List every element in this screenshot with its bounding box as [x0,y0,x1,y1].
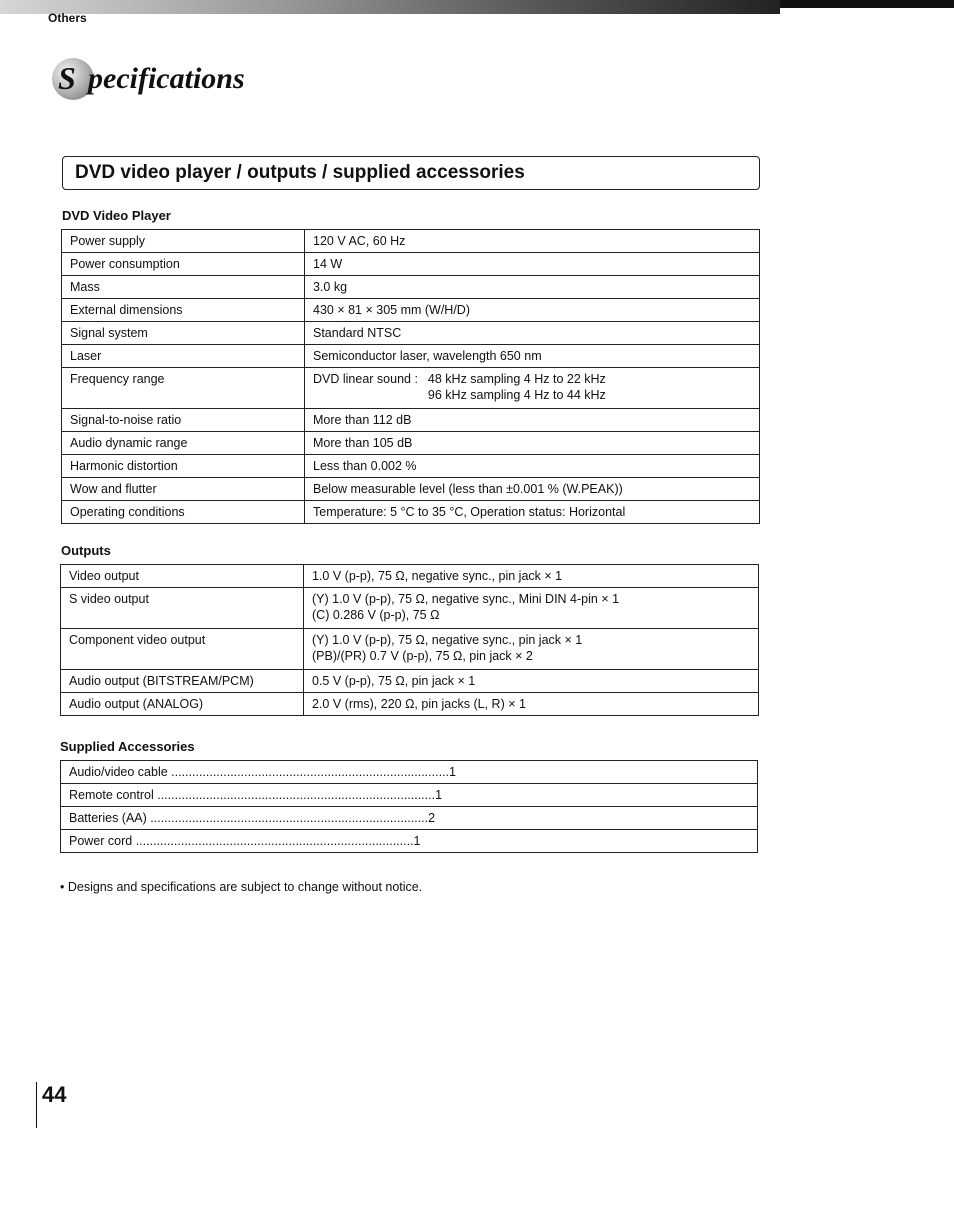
frequency-line-2: 96 kHz sampling 4 Hz to 44 kHz [427,388,606,402]
spec-value [305,368,760,409]
outputs-heading: Outputs [61,543,111,558]
table-row [62,478,760,501]
table-row [62,455,760,478]
dot-leader: ................................................................................ [153,788,436,802]
spec-label: Mass [62,276,305,299]
spec-value: 2.0 V (rms), 220 Ω, pin jacks (L, R) × 1 [304,693,759,716]
spec-value: Semiconductor laser, wavelength 650 nm [305,345,760,368]
spec-label: Power supply [62,230,305,253]
table-row [61,588,759,629]
table-row [62,322,760,345]
accessory-name: Batteries (AA) [69,811,147,825]
table-row [62,368,760,409]
spec-value: Less than 0.002 % [305,455,760,478]
accessory-qty: 1 [449,765,456,779]
accessories-table [60,760,758,853]
spec-label: S video output [61,588,304,629]
spec-label: Audio dynamic range [62,432,305,455]
component-line-1: (Y) 1.0 V (p-p), 75 Ω, negative sync., pin jack × 1 [312,633,583,647]
spec-label: Power consumption [62,253,305,276]
spec-label: Operating conditions [62,501,305,524]
spec-label: Laser [62,345,305,368]
accessory-name: Audio/video cable [69,765,168,779]
header-bar-end [780,0,954,8]
spec-value: 14 W [305,253,760,276]
spec-value: More than 105 dB [305,432,760,455]
dvd-player-table [61,229,760,524]
spec-value: 1.0 V (p-p), 75 Ω, negative sync., pin jack × 1 [304,565,759,588]
list-item [61,761,758,784]
table-row [62,253,760,276]
frequency-prefix: DVD linear sound : [313,372,418,386]
spec-label: Signal-to-noise ratio [62,409,305,432]
table-row [62,276,760,299]
accessory-qty: 1 [413,834,421,848]
spec-value: Below measurable level (less than ±0.001 % (W.PEAK)) [305,478,760,501]
table-row [61,761,758,784]
spec-label: Audio output (BITSTREAM/PCM) [61,670,304,693]
accessory-qty: 2 [428,811,436,825]
s-video-line-2: (C) 0.286 V (p-p), 75 Ω [312,608,440,622]
table-row [61,784,758,807]
spec-value: Standard NTSC [305,322,760,345]
accessory-name: Remote control [69,788,154,802]
list-item [61,807,758,830]
section-heading: DVD video player / outputs / supplied accessories [75,162,525,183]
spec-label: Signal system [62,322,305,345]
table-row [62,409,760,432]
spec-value [304,629,759,670]
spec-label: Audio output (ANALOG) [61,693,304,716]
spec-value: 430 × 81 × 305 mm (W/H/D) [305,299,760,322]
spec-label: Component video output [61,629,304,670]
spec-label: Frequency range [62,368,305,409]
frequency-line-1: 48 kHz sampling 4 Hz to 22 kHz [427,372,606,386]
component-line-2: (PB)/(PR) 0.7 V (p-p), 75 Ω, pin jack × 2 [312,649,533,663]
accessories-heading: Supplied Accessories [60,739,195,754]
list-item [61,830,758,853]
section-tag: Others [48,11,87,25]
section-heading-box [62,156,760,190]
spec-label: Wow and flutter [62,478,305,501]
spec-value: More than 112 dB [305,409,760,432]
table-row [61,670,759,693]
table-row [62,501,760,524]
dot-leader: ................................................................................ [167,765,449,779]
table-row [62,299,760,322]
title-text: pecifications [88,62,245,95]
spec-value: Temperature: 5 °C to 35 °C, Operation status: Horizontal [305,501,760,524]
title-initial: S [58,60,76,96]
table-row [61,830,758,853]
header-bar [0,0,780,14]
dvd-player-heading: DVD Video Player [62,208,171,223]
dot-leader: ................................................................................ [146,811,429,825]
s-video-line-1: (Y) 1.0 V (p-p), 75 Ω, negative sync., Mini DIN 4-pin × 1 [312,592,620,606]
accessory-name: Power cord [69,834,133,848]
dot-leader: ................................................................................ [132,834,414,848]
table-row [62,345,760,368]
table-row [62,432,760,455]
page-number: 44 [42,1082,67,1107]
spec-value: 3.0 kg [305,276,760,299]
spec-label: Video output [61,565,304,588]
spec-label: Harmonic distortion [62,455,305,478]
accessory-qty: 1 [435,788,443,802]
spec-label: External dimensions [62,299,305,322]
page-number-rule [36,1082,37,1128]
table-row [62,230,760,253]
list-item [61,784,758,807]
spec-value: 0.5 V (p-p), 75 Ω, pin jack × 1 [304,670,759,693]
table-row [61,565,759,588]
spec-value: 120 V AC, 60 Hz [305,230,760,253]
table-row [61,629,759,670]
disclaimer-note: • Designs and specifications are subject to change without notice. [60,880,423,894]
spec-value [304,588,759,629]
table-row [61,807,758,830]
table-row [61,693,759,716]
outputs-table [60,564,759,716]
